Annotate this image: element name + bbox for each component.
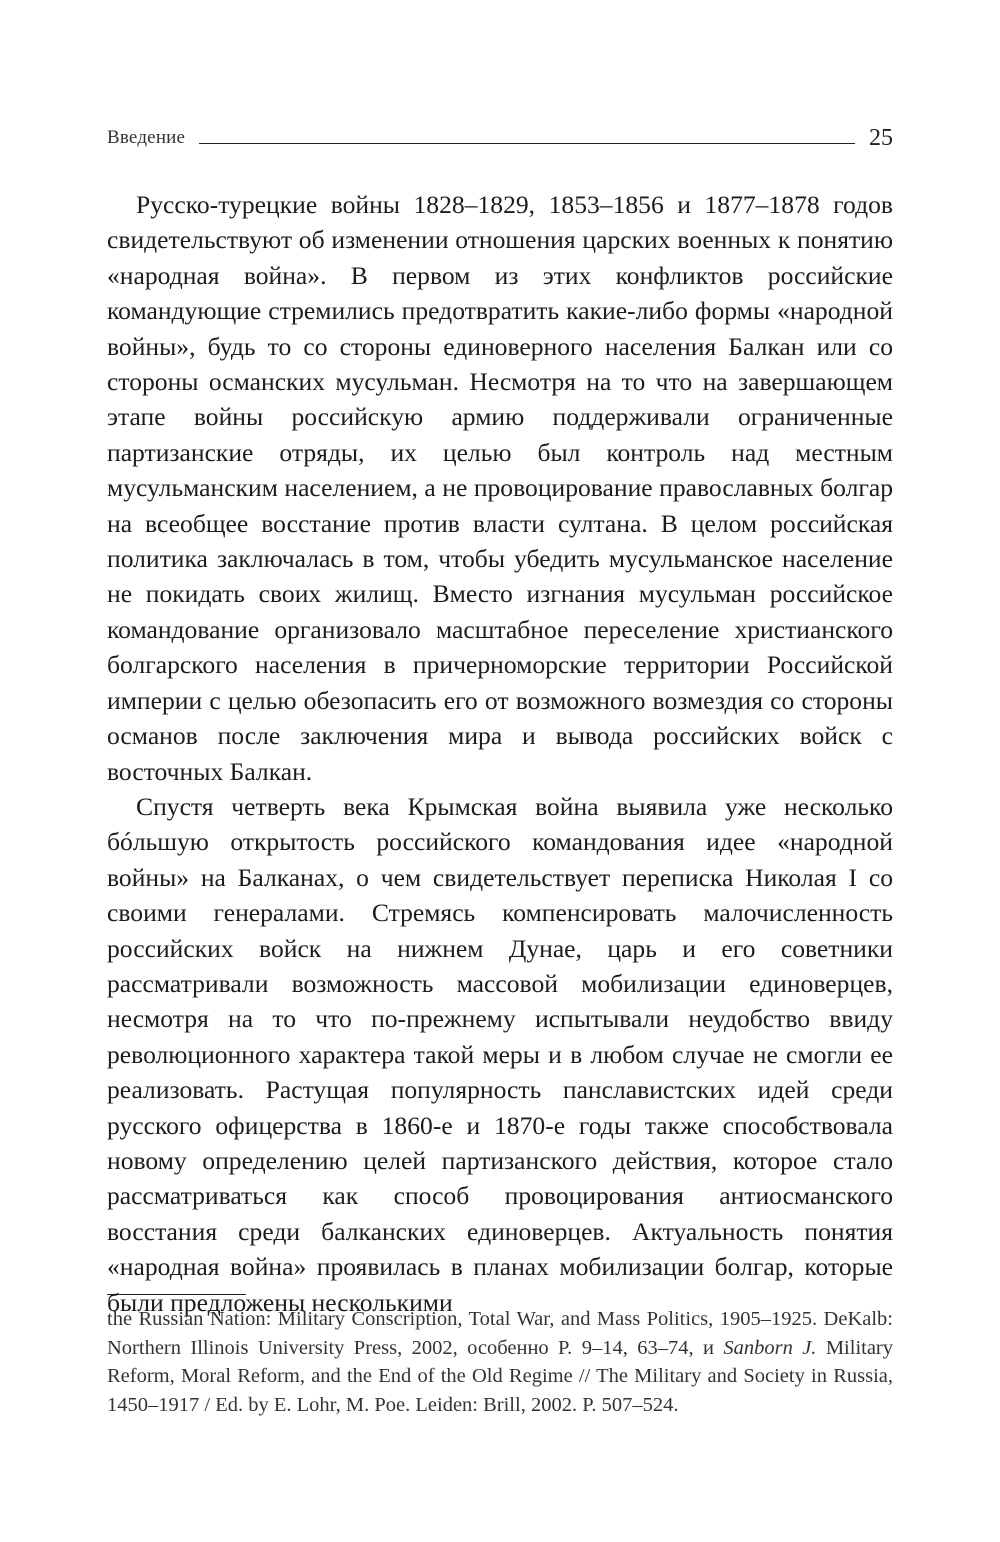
footnote-rule (107, 1294, 246, 1295)
running-head (107, 120, 893, 160)
footnote-text: Military Reform, Moral Reform, and the End of the Old Regime // The Military and Society in Russia, 1450–1917 / Ed. by E. Lohr, M. Poe. Leiden: Brill, 2002. P. 507–524. (107, 1336, 894, 1416)
footnote-text: the Russian Nation: Military Conscription, Total War, and Mass Politics, 1905–1925. DeKalb: Northern Illinois University Press, 2002, особенно P. 9–14, 63–74, и (107, 1308, 893, 1359)
page-number: 25 (869, 125, 893, 151)
header-rule (199, 143, 855, 144)
paragraph: Русско-турецкие войны 1828–1829, 1853–1856 и 1877–1878 годов свидетельствуют об изменении отношения царских военных к понятию «народная война». В первом из этих конфликтов российские командующие стремились предотвратить какие-либо формы «народной войны», будь то со стороны единоверного населения Балкан или со стороны османских мусульман. Несмотря на то что на завершающем этапе войны российскую армию поддерживали ограниченные партизанские отряды, их целью был контроль над местным мусульманским населением, а не провоцирование православных болгар на всеобщее восстание против власти султана. В целом российская политика заключалась в том, чтобы убедить мусульманское население не покидать своих жилищ. Вместо изгнания мусульман российское командование организовало масштабное переселение христианского болгарского населения в причерноморские территории Российской империи с целью обезопасить его от возможного возмездия со стороны османов после заключения мира и вывода российских войск с восточных Балкан. (107, 190, 893, 786)
footnote-author: Sanborn J. (723, 1336, 817, 1359)
footnote (107, 1305, 893, 1419)
section-title: Введение (107, 127, 186, 148)
paragraph: Спустя четверть века Крымская война выявила уже несколько бóльшую открытость российского командования идее «народной войны» на Балканах, о чем свидетельствует переписка Николая I со своими генералами. Стремясь компенсировать малочисленность российских войск на нижнем Дунае, царь и его советники рассматривали возможность массовой мобилизации единоверцев, несмотря на то что по-прежнему испытывали неудобство ввиду революционного характера такой меры и в любом случае не смогли ее реализовать. Растущая популярность панславистских идей среди русского офицерства в 1860-е и 1870-е годы также способствовала новому определению целей партизанского действия, которое стало рассматриваться как способ провоцирования антиосманского восстания среди балканских единоверцев. Актуальность понятия «народная война» проявилась в планах мобилизации болгар, которые были предложены несколькими (107, 791, 893, 1317)
body-text (107, 187, 893, 1320)
